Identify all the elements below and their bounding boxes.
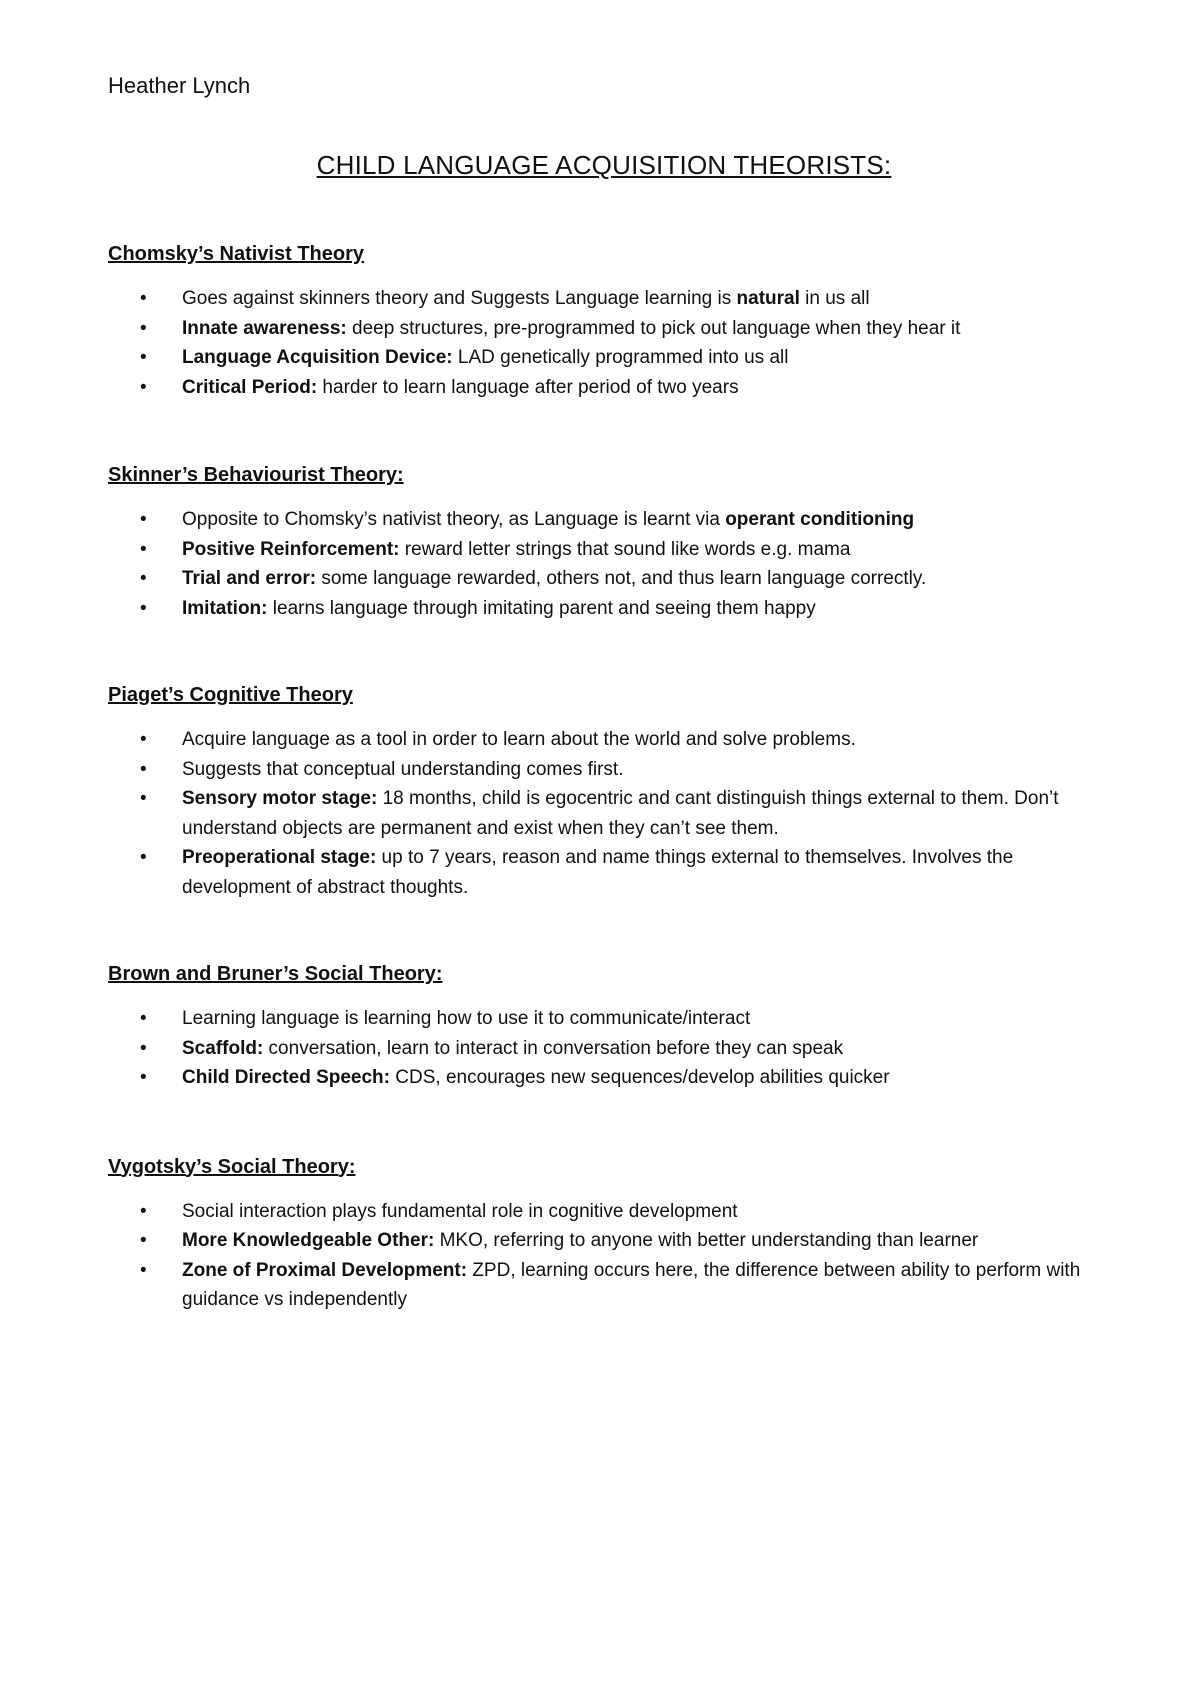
list-item (108, 535, 1100, 565)
list-item (108, 1004, 1100, 1034)
section-heading: Vygotsky’s Social Theory: (108, 1155, 356, 1178)
section-piaget (108, 681, 1100, 902)
item-text: Goes against skinners theory and Suggests Language learning is (182, 288, 737, 309)
bullet-list (108, 505, 1100, 623)
item-lead: Trial and error: (182, 568, 317, 589)
section-heading: Chomsky’s Nativist Theory (108, 243, 365, 265)
bullet-icon: • (140, 788, 147, 809)
item-text: 18 months, child is egocentric and cant distinguish things external to them. Don’t understand objects are permanent and exist when they can’t see them. (182, 788, 1059, 839)
item-text: up to 7 years, reason and name things external to themselves. Involves the development of abstract thoughts. (182, 847, 1014, 898)
bullet-icon: • (140, 509, 147, 530)
bullet-icon: • (140, 758, 147, 780)
bullet-icon: • (140, 288, 147, 309)
bullet-icon: • (140, 376, 147, 398)
section-heading: Piaget’s Cognitive Theory (108, 684, 353, 706)
section-vygotsky (108, 1153, 1100, 1315)
item-text: Suggests that conceptual understanding comes first. (182, 758, 624, 780)
bullet-list (108, 1197, 1100, 1315)
item-tail: in us all (799, 288, 870, 309)
item-lead: Positive Reinforcement: (182, 538, 400, 560)
item-emphasis: natural (736, 288, 800, 309)
item-text: ZPD, learning occurs here, the difference between ability to perform with guidance vs independently (182, 1259, 1081, 1310)
bullet-icon: • (140, 1037, 147, 1059)
bullet-icon: • (140, 729, 147, 750)
list-item (108, 1034, 1100, 1064)
item-text: some language rewarded, others not, and thus learn language correctly. (316, 568, 927, 589)
list-item (108, 725, 1100, 755)
item-text: conversation, learn to interact in conversation before they can speak (263, 1037, 844, 1059)
section-skinner (108, 461, 1100, 623)
bullet-list (108, 284, 1100, 402)
item-lead: More Knowledgeable Other: (182, 1230, 435, 1251)
list-item (108, 564, 1100, 594)
bullet-icon: • (140, 1008, 147, 1029)
list-item (108, 343, 1100, 373)
author-name: Heather Lynch (108, 73, 251, 98)
section-heading: Brown and Bruner’s Social Theory: (108, 963, 443, 985)
bullet-icon: • (140, 847, 147, 868)
list-item (108, 314, 1100, 344)
item-text: Acquire language as a tool in order to learn about the world and solve problems. (182, 729, 856, 750)
bullet-list (108, 725, 1100, 902)
list-item (108, 284, 1100, 314)
document-title: CHILD LANGUAGE ACQUISITION THEORISTS: (316, 150, 892, 180)
item-emphasis: operant conditioning (725, 509, 915, 530)
bullet-list (108, 1004, 1100, 1093)
item-lead: Innate awareness: (182, 317, 347, 339)
list-item (108, 755, 1100, 785)
item-lead: Critical Period: (182, 376, 318, 398)
bullet-icon: • (140, 1259, 147, 1281)
list-item (108, 1197, 1100, 1227)
list-item (108, 594, 1100, 624)
item-text: LAD genetically programmed into us all (452, 347, 789, 368)
item-text: Learning language is learning how to use it to communicate/interact (182, 1008, 751, 1029)
item-lead: Language Acquisition Device: (182, 347, 453, 368)
item-text: reward letter strings that sound like words e.g. mama (399, 538, 851, 560)
bullet-icon: • (140, 538, 147, 560)
section-brown-bruner (108, 960, 1100, 1093)
item-lead: Scaffold: (182, 1037, 264, 1059)
bullet-icon: • (140, 1230, 147, 1251)
bullet-icon: • (140, 347, 147, 368)
bullet-icon: • (140, 568, 147, 589)
section-chomsky (108, 240, 1100, 402)
section-heading: Skinner’s Behaviourist Theory: (108, 464, 404, 486)
item-text: MKO, referring to anyone with better understanding than learner (434, 1230, 979, 1251)
list-item (108, 1256, 1100, 1315)
bullet-icon: • (140, 1200, 147, 1222)
item-text: Opposite to Chomsky’s nativist theory, as Language is learnt via (182, 509, 726, 530)
item-text: CDS, encourages new sequences/develop abilities quicker (390, 1067, 890, 1088)
item-text: Social interaction plays fundamental role in cognitive development (182, 1200, 738, 1222)
item-lead: Zone of Proximal Development: (182, 1259, 468, 1281)
item-lead: Imitation: (182, 597, 268, 619)
item-lead: Child Directed Speech: (182, 1067, 390, 1088)
item-text: learns language through imitating parent and seeing them happy (267, 597, 816, 619)
list-item (108, 1063, 1100, 1093)
bullet-icon: • (140, 597, 147, 619)
item-lead: Sensory motor stage: (182, 788, 378, 809)
list-item (108, 784, 1100, 843)
list-item (108, 843, 1100, 902)
list-item (108, 1226, 1100, 1256)
bullet-icon: • (140, 317, 147, 339)
item-text: harder to learn language after period of two years (317, 376, 739, 398)
bullet-icon: • (140, 1067, 147, 1088)
list-item (108, 373, 1100, 403)
item-text: deep structures, pre-programmed to pick out language when they hear it (346, 317, 961, 339)
list-item (108, 505, 1100, 535)
item-lead: Preoperational stage: (182, 847, 377, 868)
